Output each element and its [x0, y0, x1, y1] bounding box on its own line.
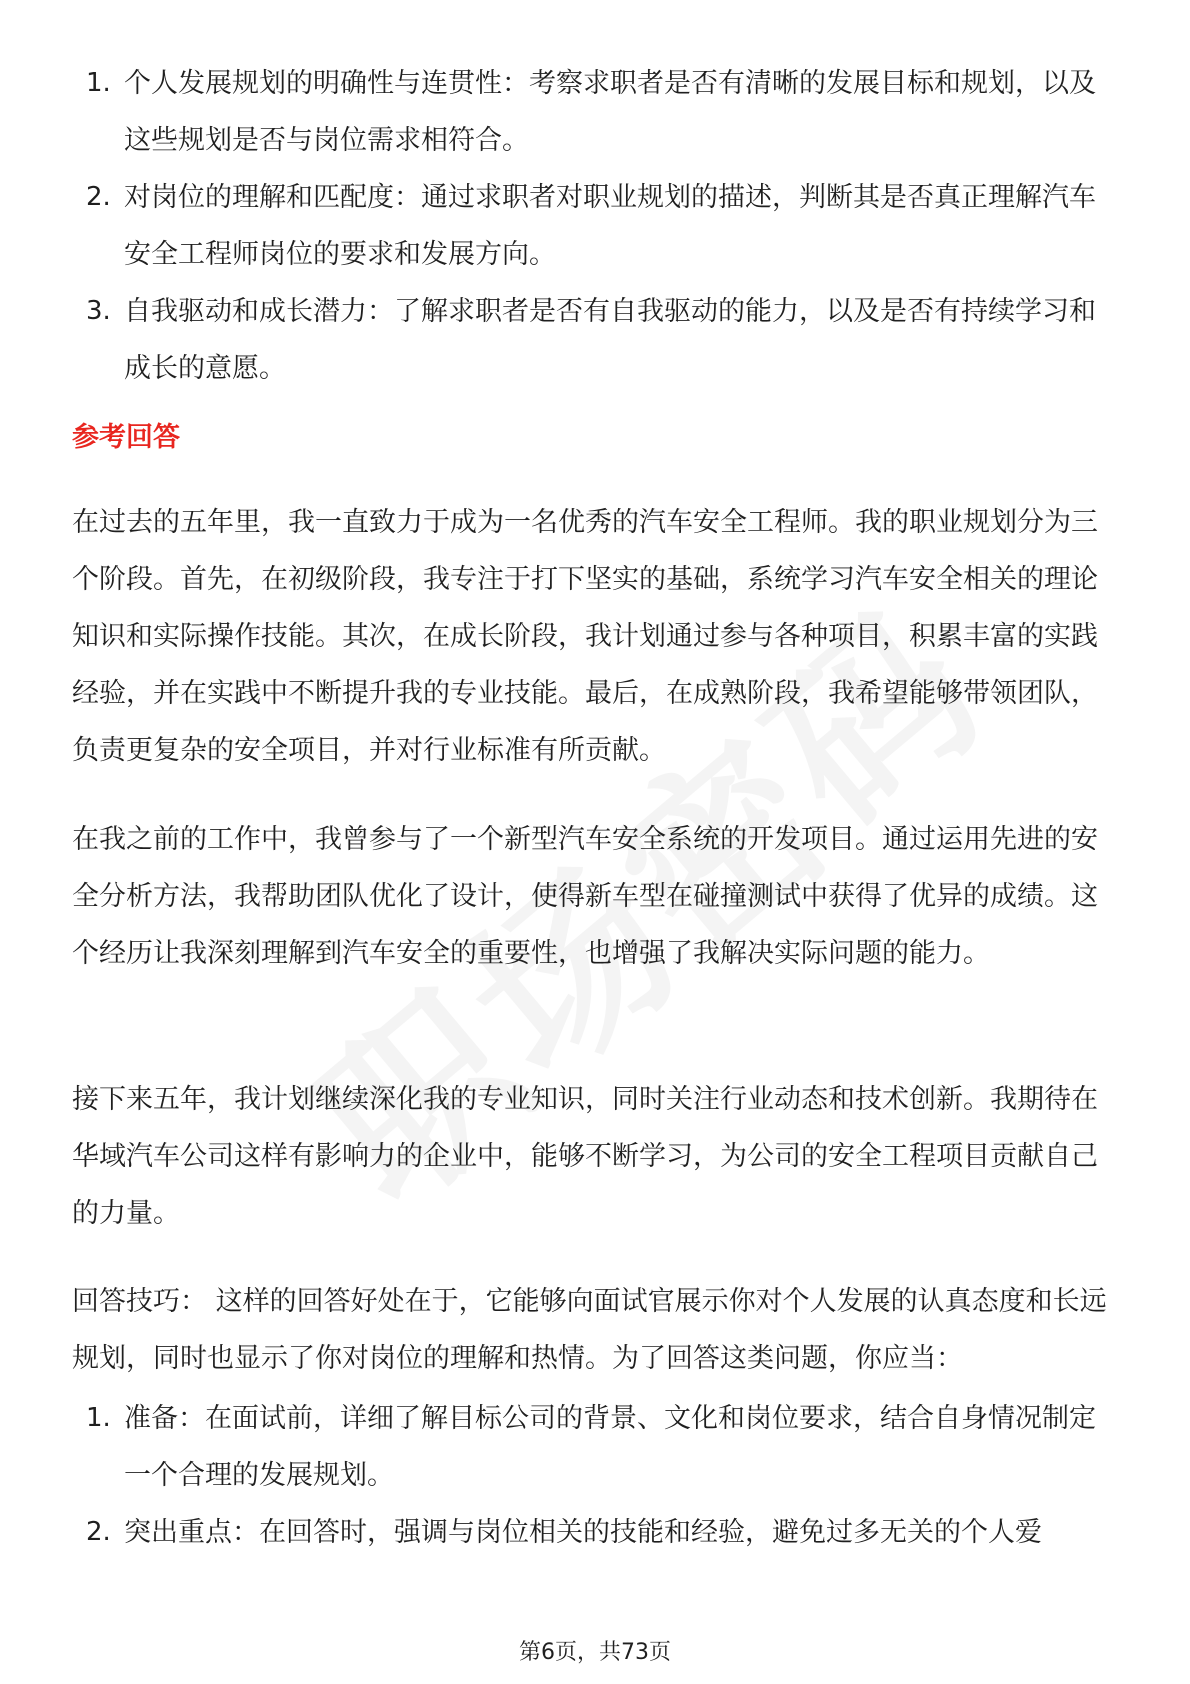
list-item — [72, 1504, 1112, 1561]
list-item — [72, 283, 1112, 397]
list-item-number: 3. — [86, 296, 111, 326]
list-item-text: 准备：在面试前，详细了解目标公司的背景、文化和岗位要求，结合自身情况制定一个合理的发展规划。 — [124, 1403, 1096, 1491]
answer-paragraph-1: 在过去的五年里，我一直致力于成为一名优秀的汽车安全工程师。我的职业规划分为三个阶段。首先，在初级阶段，我专注于打下坚实的基础，系统学习汽车安全相关的理论知识和实际操作技能。其次，在成长阶段，我计划通过参与各种项目，积累丰富的实践经验，并在实践中不断提升我的专业技能。最后，在成熟阶段，我希望能够带领团队，负责更复杂的安全项目，并对行业标准有所贡献。 — [72, 507, 1098, 766]
list-item — [72, 169, 1112, 283]
list-item-number: 2. — [86, 182, 111, 212]
page-number-footer: 第6页，共73页 — [519, 1640, 671, 1665]
list-item-text: 突出重点：在回答时，强调与岗位相关的技能和经验，避免过多无关的个人爱 — [124, 1517, 1042, 1548]
list-item-number: 2. — [86, 1517, 111, 1547]
answer-paragraph-3: 接下来五年，我计划继续深化我的专业知识，同时关注行业动态和技术创新。我期待在华域汽车公司这样有影响力的企业中，能够不断学习，为公司的安全工程项目贡献自己的力量。 — [72, 1084, 1098, 1229]
tips-list — [72, 1390, 1112, 1561]
criteria-list — [72, 55, 1112, 397]
list-item — [72, 55, 1112, 169]
answer-paragraph-2: 在我之前的工作中，我曾参与了一个新型汽车安全系统的开发项目。通过运用先进的安全分析方法，我帮助团队优化了设计，使得新车型在碰撞测试中获得了优异的成绩。这个经历让我深刻理解到汽车安全的重要性，也增强了我解决实际问题的能力。 — [72, 824, 1098, 969]
list-item-text: 对岗位的理解和匹配度：通过求职者对职业规划的描述，判断其是否真正理解汽车安全工程师岗位的要求和发展方向。 — [124, 182, 1096, 270]
list-item-number: 1. — [86, 1403, 111, 1433]
answer-tips-paragraph: 回答技巧： 这样的回答好处在于，它能够向面试官展示你对个人发展的认真态度和长远规划，同时也显示了你对岗位的理解和热情。为了回答这类问题，你应当： — [72, 1286, 1107, 1374]
list-item — [72, 1390, 1112, 1504]
list-item-number: 1. — [86, 68, 111, 98]
list-item-text: 个人发展规划的明确性与连贯性：考察求职者是否有清晰的发展目标和规划，以及这些规划是否与岗位需求相符合。 — [124, 68, 1096, 156]
list-item-text: 自我驱动和成长潜力：了解求职者是否有自我驱动的能力，以及是否有持续学习和成长的意愿。 — [124, 296, 1096, 384]
section-title-reference-answer: 参考回答 — [72, 422, 180, 453]
